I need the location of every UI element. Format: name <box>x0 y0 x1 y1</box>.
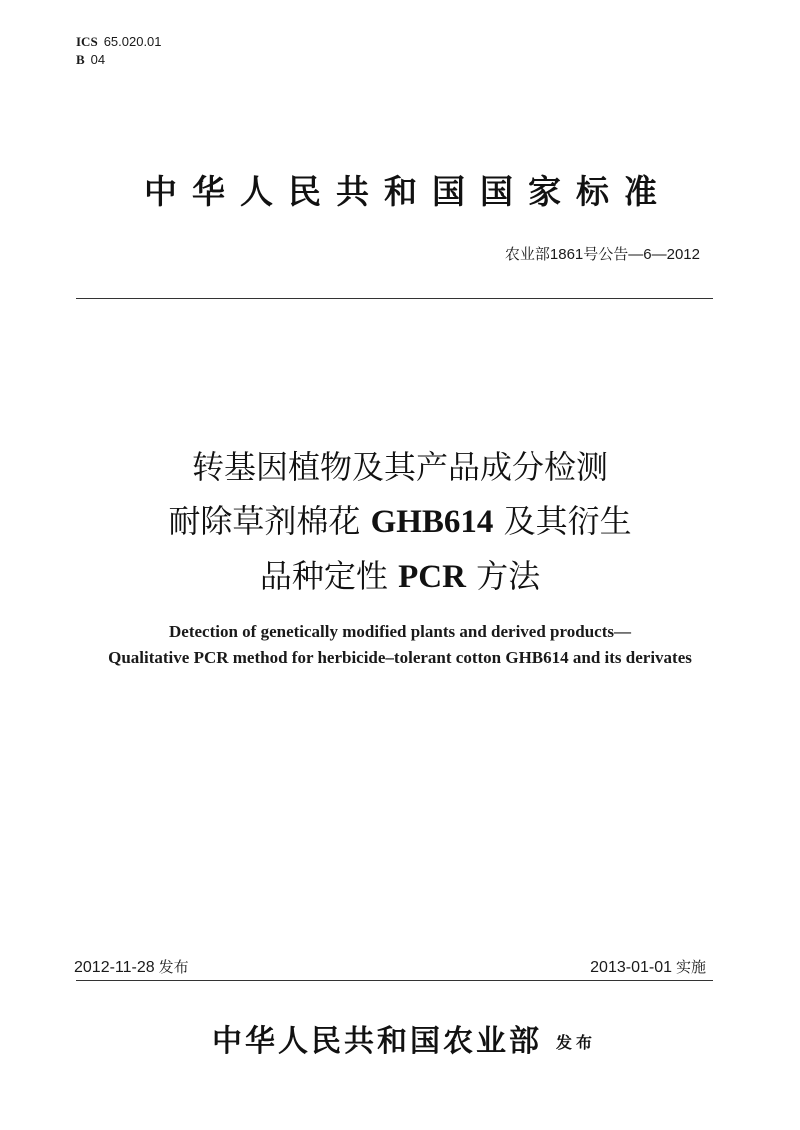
bottom-divider <box>76 980 713 981</box>
english-title <box>0 619 800 671</box>
ics-code <box>76 33 162 51</box>
national-standard-title: 中华人民共和国国家标准 <box>144 172 672 211</box>
chinese-title-line-2-post: 及其衍生 <box>493 502 632 540</box>
chinese-title-line-3-latin: PCR <box>398 559 466 595</box>
ccs-code <box>76 51 162 69</box>
issue-date-label: 发布 <box>158 958 189 976</box>
chinese-title-line-2-latin: GHB614 <box>370 504 494 540</box>
standard-number: 农业部1861号公告—6—2012 <box>504 246 700 263</box>
issue-date <box>74 956 189 977</box>
chinese-title <box>0 440 800 604</box>
implementation-date <box>590 956 706 977</box>
chinese-title-line-2-pre: 耐除草剂棉花 <box>168 502 371 540</box>
ccs-value: 04 <box>90 52 106 67</box>
top-divider <box>76 298 713 299</box>
chinese-title-line-3-pre: 品种定性 <box>259 557 399 595</box>
english-title-line-2: Qualitative PCR method for herbicide–tolerant cotton GHB614 and its derivates <box>108 648 692 667</box>
ccs-label: B <box>76 52 85 67</box>
issuing-authority <box>0 1016 800 1060</box>
chinese-title-line-3-post: 方法 <box>465 557 541 595</box>
implementation-date-value: 2013-01-01 <box>590 959 672 976</box>
ics-value: 65.020.01 <box>103 34 162 49</box>
issuer-action: 发布 <box>555 1033 596 1052</box>
chinese-title-line-1: 转基因植物及其产品成分检测 <box>191 448 608 486</box>
chinese-title-line-3 <box>0 549 800 604</box>
ics-label: ICS <box>76 34 98 49</box>
chinese-title-line-2 <box>0 494 800 549</box>
issue-date-value: 2012-11-28 <box>74 959 155 976</box>
english-title-line-1: Detection of genetically modified plants and derived products— <box>169 622 631 641</box>
issuer-name: 中华人民共和国农业部 <box>211 1024 542 1059</box>
classification-codes <box>76 33 162 69</box>
implementation-date-label: 实施 <box>675 958 706 976</box>
